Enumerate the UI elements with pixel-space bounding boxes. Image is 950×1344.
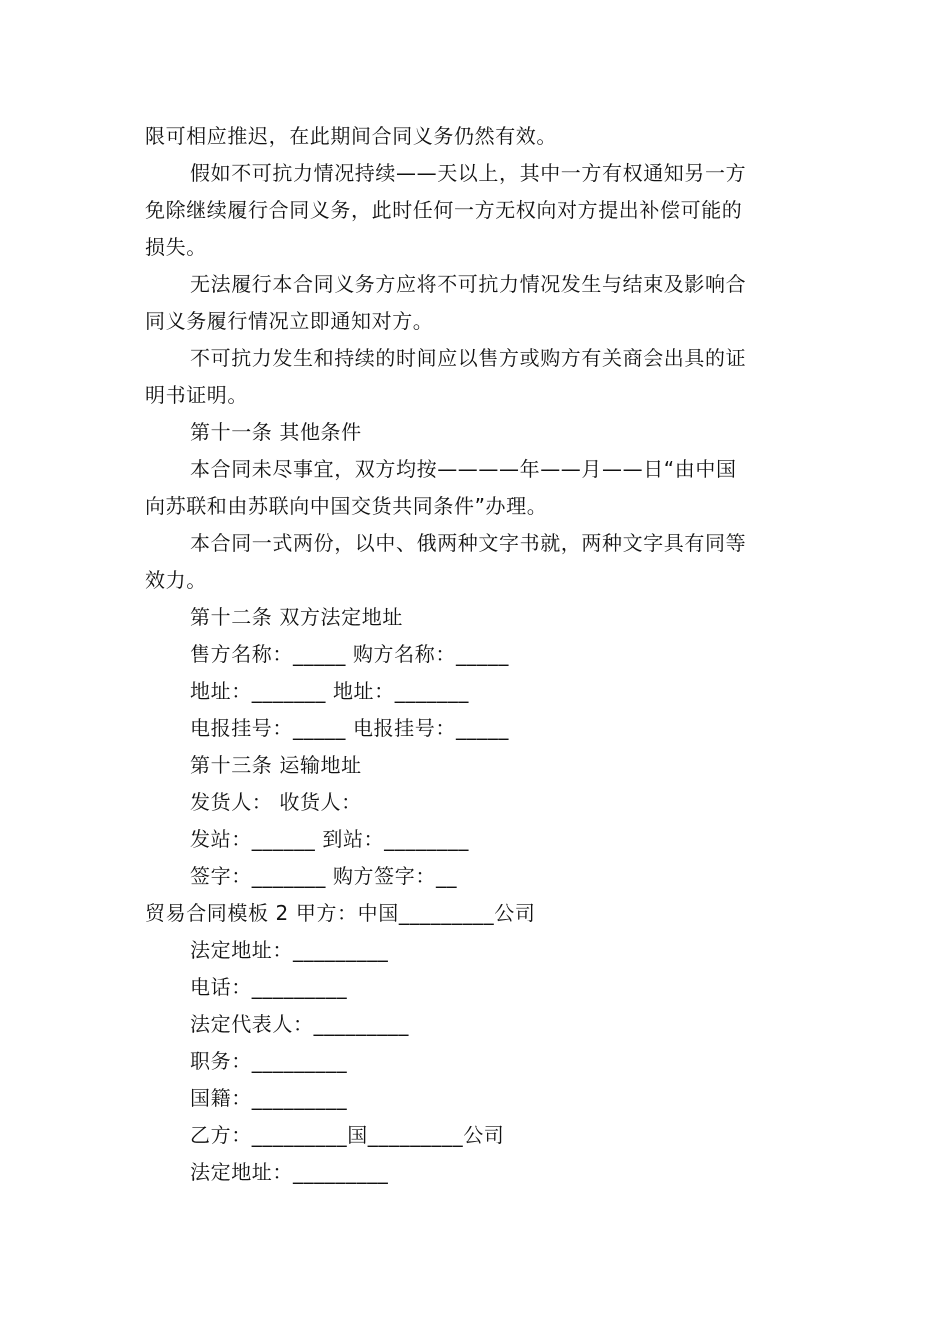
- form-line: 国籍：_________: [190, 1086, 348, 1110]
- paragraph-line: 同义务履行情况立即通知对方。: [145, 309, 434, 333]
- form-line: 电话：_________: [190, 975, 348, 999]
- paragraph-line: 向苏联和由苏联向中国交货共同条件”办理。: [145, 494, 548, 518]
- form-line: 发站：______ 到站：________: [190, 827, 469, 851]
- form-line: 电报挂号：_____ 电报挂号：_____: [190, 716, 509, 740]
- paragraph-line: 效力。: [145, 568, 207, 592]
- form-line: 乙方：_________国_________公司: [190, 1123, 505, 1147]
- paragraph-line: 本合同未尽事宜，双方均按————年——月——日“由中国: [190, 457, 737, 481]
- form-line: 法定地址：_________: [190, 1160, 389, 1184]
- paragraph-line: 本合同一式两份，以中、俄两种文字书就，两种文字具有同等: [190, 531, 747, 555]
- paragraph-line: 损失。: [145, 235, 207, 259]
- section-heading: 第十一条 其他条件: [190, 420, 362, 444]
- form-line: 职务：_________: [190, 1049, 348, 1073]
- form-line: 售方名称：_____ 购方名称：_____: [190, 642, 509, 666]
- form-line: 地址：_______ 地址：_______: [190, 679, 469, 703]
- paragraph-line: 免除继续履行合同义务，此时任何一方无权向对方提出补偿可能的: [145, 198, 743, 222]
- section-heading: 第十三条 运输地址: [190, 753, 362, 777]
- paragraph-line: 不可抗力发生和持续的时间应以售方或购方有关商会出具的证: [190, 346, 747, 370]
- form-line: 法定地址：_________: [190, 938, 389, 962]
- template-title-line: 贸易合同模板 2 甲方：中国_________公司: [145, 901, 536, 925]
- form-line: 法定代表人：_________: [190, 1012, 409, 1036]
- form-line: 签字：_______ 购方签字：__: [190, 864, 458, 888]
- paragraph-line: 假如不可抗力情况持续——天以上，其中一方有权通知另一方: [190, 161, 747, 185]
- paragraph-line: 无法履行本合同义务方应将不可抗力情况发生与结束及影响合: [190, 272, 747, 296]
- section-heading: 第十二条 双方法定地址: [190, 605, 403, 629]
- form-line: 发货人： 收货人：: [190, 790, 362, 814]
- paragraph-line: 限可相应推迟，在此期间合同义务仍然有效。: [145, 124, 557, 148]
- paragraph-line: 明书证明。: [145, 383, 248, 407]
